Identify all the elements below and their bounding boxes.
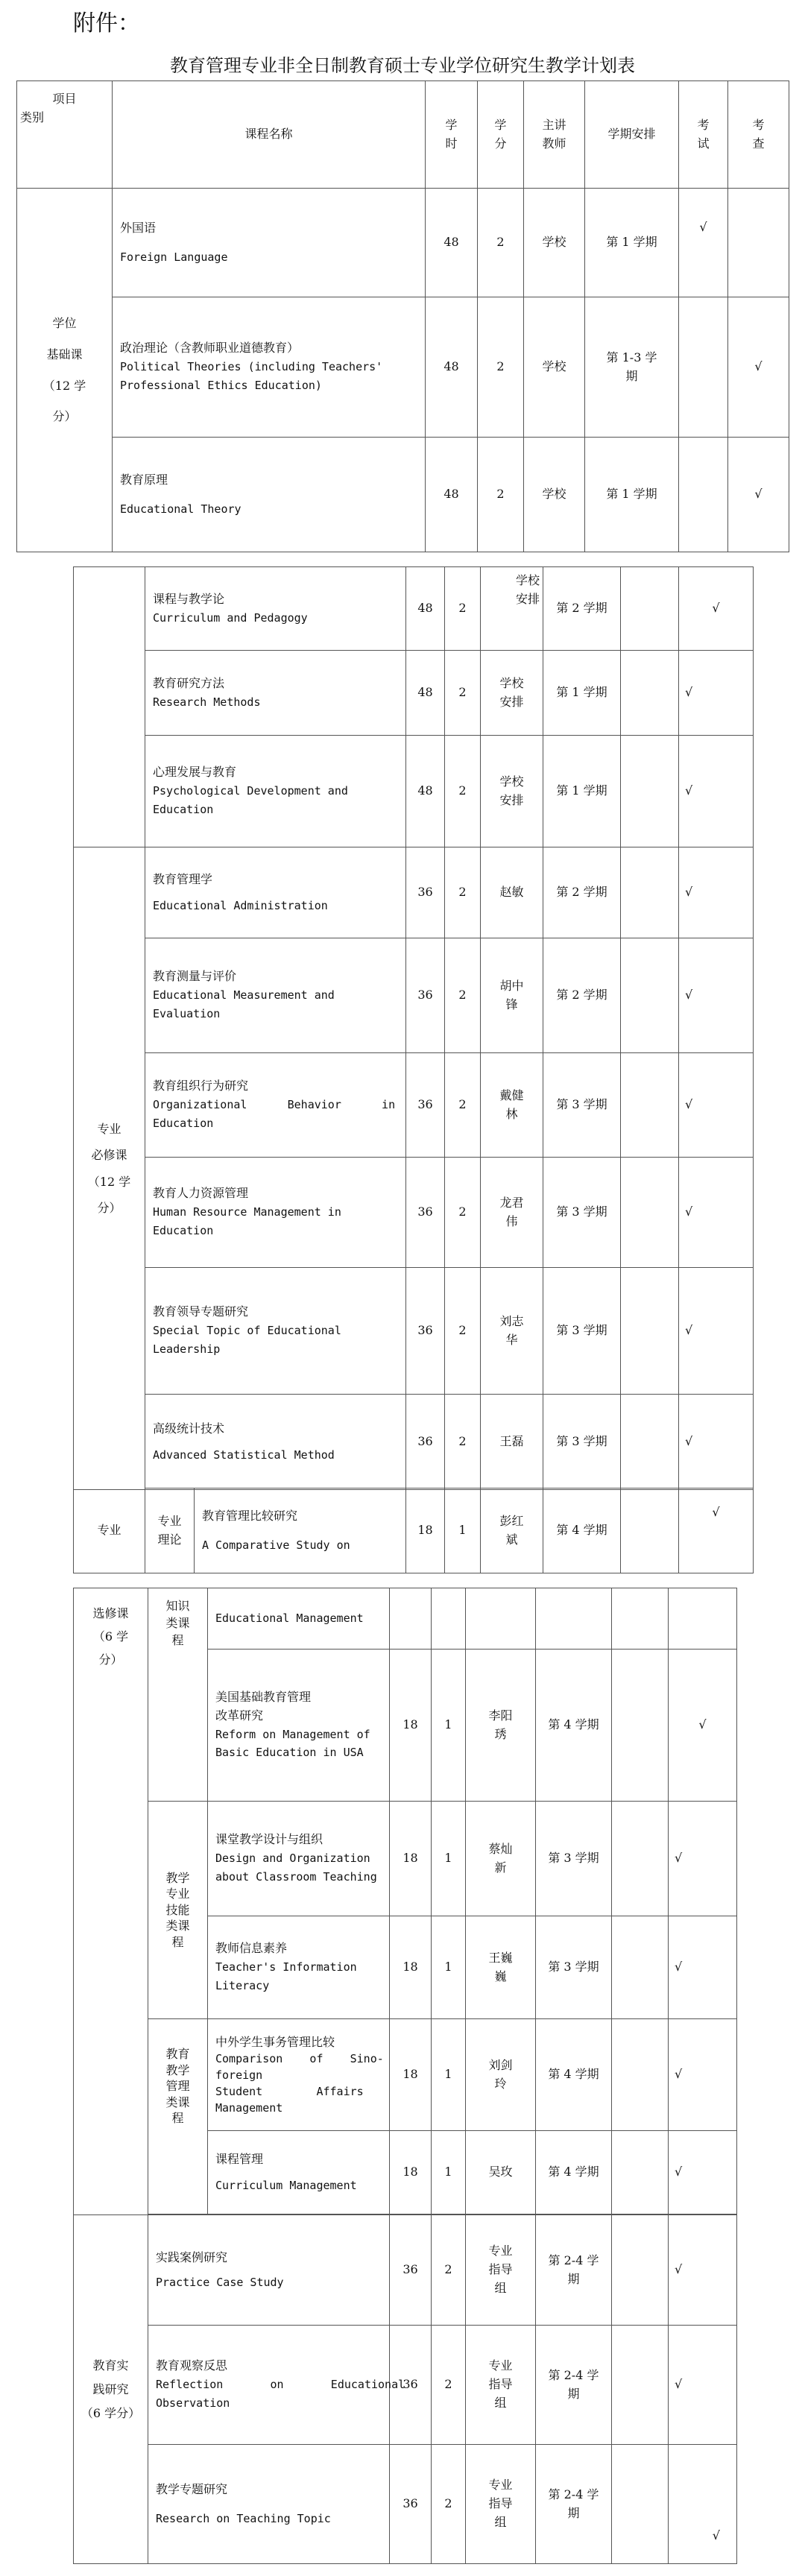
course-term: 第 1-3 学 期 (585, 297, 679, 438)
table-row (74, 1588, 737, 1650)
document-title: 教育管理专业非全日制教育硕士专业学位研究生教学计划表 (170, 55, 635, 76)
review-check: √ (669, 2131, 737, 2214)
course-name: 教学专题研究 Research on Teaching Topic (148, 2445, 390, 2564)
course-teacher: 吴玫 (466, 2131, 536, 2214)
course-teacher: 专业 指导 组 (466, 2445, 536, 2564)
course-hours: 48 (406, 567, 445, 651)
exam-cell (621, 1489, 679, 1573)
table-row (74, 1053, 754, 1158)
group-basic: 学位 基础课 （12 学 分） (17, 189, 113, 552)
plan-table-part-3 (73, 1588, 737, 2564)
course-term: 第 4 学期 (536, 2131, 612, 2214)
review-check: √ (679, 847, 754, 938)
course-credits: 2 (445, 567, 481, 651)
course-teacher: 蔡灿 新 (466, 1802, 536, 1916)
header-hours: 学 时 (426, 81, 478, 189)
course-hours: 48 (406, 736, 445, 847)
course-term: 第 3 学期 (536, 1916, 612, 2019)
course-teacher: 彭红 斌 (481, 1489, 543, 1573)
course-hours: 18 (390, 2131, 432, 2214)
review-check: √ (679, 1395, 754, 1490)
review-check: √ (679, 1268, 754, 1395)
exam-cell (612, 2019, 669, 2131)
course-name: 教育领导专题研究 Special Topic of Educational Leadership (145, 1268, 406, 1395)
exam-cell (612, 2445, 669, 2564)
course-name: 政治理论（含教师职业道德教育） Political Theories (including Teachers' Professional Ethics Education) (113, 297, 426, 438)
course-name-continued: Educational Management (208, 1588, 390, 1650)
course-term: 第 3 学期 (543, 1158, 621, 1268)
review-check: √ (679, 1158, 754, 1268)
exam-cell (621, 567, 679, 651)
elective-subcategory: 专业 理论 (145, 1489, 195, 1573)
header-course-name: 课程名称 (113, 81, 426, 189)
course-credits: 2 (445, 651, 481, 736)
course-term: 第 2-4 学 期 (536, 2445, 612, 2564)
exam-cell (621, 847, 679, 938)
exam-cell (612, 2326, 669, 2445)
course-name: 实践案例研究 Practice Case Study (148, 2215, 390, 2326)
course-hours: 48 (406, 651, 445, 736)
review-check: √ (669, 2326, 737, 2445)
exam-cell (621, 736, 679, 847)
course-hours: 36 (390, 2215, 432, 2326)
review-cell (728, 189, 789, 297)
course-hours: 36 (406, 847, 445, 938)
course-credits: 2 (478, 438, 524, 552)
course-name: 课程与教学论 Curriculum and Pedagogy (145, 567, 406, 651)
course-teacher: 龙君 伟 (481, 1158, 543, 1268)
course-term: 第 2 学期 (543, 938, 621, 1053)
course-credits: 2 (445, 1395, 481, 1490)
course-name: 外国语 Foreign Language (113, 189, 426, 297)
exam-cell (612, 1802, 669, 1916)
course-name: 教育人力资源管理 Human Resource Management in Education (145, 1158, 406, 1268)
course-name: 教育管理学 Educational Administration (145, 847, 406, 938)
plan-table-part-1 (16, 80, 789, 552)
course-teacher: 专业 指导 组 (466, 2215, 536, 2326)
course-teacher: 学校 (524, 297, 585, 438)
review-check: √ (679, 1489, 754, 1573)
course-credits: 2 (478, 297, 524, 438)
course-hours: 48 (426, 438, 478, 552)
exam-cell (679, 297, 728, 438)
table-row (74, 1268, 754, 1395)
course-hours: 48 (426, 189, 478, 297)
review-check: √ (679, 736, 754, 847)
exam-cell (679, 438, 728, 552)
group-major-elective: 专业 (74, 1489, 145, 1573)
course-term: 第 1 学期 (543, 651, 621, 736)
elective-subcategory-knowledge: 知识 类课 程 (148, 1588, 208, 1802)
course-credits: 2 (445, 1053, 481, 1158)
review-check: √ (669, 1802, 737, 1916)
course-name: 教育测量与评价 Educational Measurement and Evaluation (145, 938, 406, 1053)
exam-cell (612, 1588, 669, 1650)
course-credits: 1 (432, 2019, 466, 2131)
review-check: √ (728, 297, 789, 438)
table-row (74, 1395, 754, 1490)
course-teacher: 王巍 巍 (466, 1916, 536, 2019)
table-row (17, 438, 789, 552)
table-row (74, 736, 754, 847)
course-hours: 36 (406, 1158, 445, 1268)
course-teacher: 学校 安排 (481, 736, 543, 847)
exam-cell (621, 1395, 679, 1490)
course-credits: 2 (432, 2326, 466, 2445)
course-credits: 2 (445, 1268, 481, 1395)
table-row (74, 1158, 754, 1268)
course-hours: 18 (390, 1916, 432, 2019)
plan-table-part-2 (73, 566, 754, 1490)
course-term: 第 3 学期 (543, 1268, 621, 1395)
table-row (74, 1489, 754, 1573)
review-check: √ (669, 2445, 737, 2564)
course-term: 第 4 学期 (536, 1650, 612, 1802)
header-exam: 考 试 (679, 81, 728, 189)
course-teacher: 学校 安排 (481, 567, 543, 651)
course-name: 教育观察反思 Reflection on Educational Observation (148, 2326, 390, 2445)
exam-cell (621, 651, 679, 736)
exam-cell (621, 1053, 679, 1158)
course-credits: 1 (432, 1916, 466, 2019)
review-check: √ (669, 2215, 737, 2326)
review-cell (669, 1588, 737, 1650)
header-review: 考 查 (728, 81, 789, 189)
table-row (74, 2019, 737, 2131)
course-name: 心理发展与教育 Psychological Development and Education (145, 736, 406, 847)
course-credits: 2 (445, 847, 481, 938)
review-check: √ (679, 1053, 754, 1158)
course-hours: 18 (390, 2019, 432, 2131)
course-credits: 1 (432, 1650, 466, 1802)
course-hours: 18 (390, 1650, 432, 1802)
teacher-cell (466, 1588, 536, 1650)
course-name: 教师信息素养 Teacher's Information Literacy (208, 1916, 390, 2019)
course-term: 第 2-4 学 期 (536, 2326, 612, 2445)
table-row (74, 2445, 737, 2564)
course-credits: 1 (432, 1802, 466, 1916)
course-hours: 18 (390, 1802, 432, 1916)
course-name: 教育原理 Educational Theory (113, 438, 426, 552)
course-name: 教育组织行为研究 Organizational Behavior in Education (145, 1053, 406, 1158)
course-term: 第 1 学期 (585, 189, 679, 297)
review-check: √ (679, 651, 754, 736)
course-credits: 2 (432, 2215, 466, 2326)
course-teacher: 胡中 锋 (481, 938, 543, 1053)
course-teacher: 刘志 华 (481, 1268, 543, 1395)
course-term: 第 2-4 学 期 (536, 2215, 612, 2326)
course-term: 第 2 学期 (543, 847, 621, 938)
course-credits: 1 (445, 1489, 481, 1573)
course-credits: 2 (432, 2445, 466, 2564)
course-name: 中外学生事务管理比较 Comparison of Sino- foreign Student Affairs Management (208, 2019, 390, 2131)
course-name: 高级统计技术 Advanced Statistical Method (145, 1395, 406, 1490)
table-row (17, 297, 789, 438)
header-row (17, 81, 789, 189)
header-credits: 学 分 (478, 81, 524, 189)
table-row (74, 847, 754, 938)
course-hours: 36 (406, 1395, 445, 1490)
exam-cell (612, 1916, 669, 2019)
review-check: √ (669, 1650, 737, 1802)
course-credits: 2 (445, 1158, 481, 1268)
course-term: 第 3 学期 (543, 1053, 621, 1158)
course-credits: 2 (445, 938, 481, 1053)
exam-cell (621, 1268, 679, 1395)
course-term: 第 1 学期 (543, 736, 621, 847)
course-teacher: 戴健 林 (481, 1053, 543, 1158)
course-hours: 18 (406, 1489, 445, 1573)
exam-cell (612, 2215, 669, 2326)
exam-cell (612, 2131, 669, 2214)
course-hours: 36 (406, 938, 445, 1053)
exam-check: √ (679, 189, 728, 297)
course-term: 第 4 学期 (536, 2019, 612, 2131)
header-category: 项目 类别 (17, 81, 113, 189)
course-teacher: 赵敏 (481, 847, 543, 938)
course-teacher: 刘剑 玲 (466, 2019, 536, 2131)
hours-cell (390, 1588, 432, 1650)
table-row (74, 938, 754, 1053)
course-name: 教育管理比较研究 A Comparative Study on (195, 1489, 406, 1573)
course-term: 第 3 学期 (543, 1395, 621, 1490)
review-check: √ (728, 438, 789, 552)
course-teacher: 李阳 琇 (466, 1650, 536, 1802)
review-check: √ (679, 567, 754, 651)
course-term: 第 3 学期 (536, 1802, 612, 1916)
course-name: 美国基础教育管理 改革研究 Reform on Management of Basic Education in USA (208, 1650, 390, 1802)
course-teacher: 学校 (524, 189, 585, 297)
course-hours: 36 (390, 2326, 432, 2445)
group-major: 专业 必修课 （12 学 分） (74, 847, 145, 1490)
course-term: 第 1 学期 (585, 438, 679, 552)
course-term: 第 2 学期 (543, 567, 621, 651)
exam-cell (621, 938, 679, 1053)
course-hours: 36 (406, 1053, 445, 1158)
table-row (74, 2326, 737, 2445)
course-teacher: 专业 指导 组 (466, 2326, 536, 2445)
review-check: √ (669, 2019, 737, 2131)
course-name: 课堂教学设计与组织 Design and Organization about Classroom Teaching (208, 1802, 390, 1916)
table-row (74, 1802, 737, 1916)
plan-table-part-2-elective (73, 1488, 754, 1573)
course-term: 第 4 学期 (543, 1489, 621, 1573)
exam-cell (612, 1650, 669, 1802)
course-teacher: 学校 安排 (481, 651, 543, 736)
course-hours: 36 (390, 2445, 432, 2564)
header-term: 学期安排 (585, 81, 679, 189)
table-row (74, 651, 754, 736)
course-teacher: 王磊 (481, 1395, 543, 1490)
table-row (17, 189, 789, 297)
attachment-heading: 附件： (73, 10, 140, 37)
term-cell (536, 1588, 612, 1650)
course-name: 教育研究方法 Research Methods (145, 651, 406, 736)
group-basic-cont (74, 567, 145, 847)
course-hours: 48 (426, 297, 478, 438)
elective-subcategory-management: 教育 教学 管理 类课 程 (148, 2019, 208, 2214)
review-check: √ (679, 938, 754, 1053)
course-hours: 36 (406, 1268, 445, 1395)
course-credits: 2 (445, 736, 481, 847)
group-elective: 选修课 （6 学 分） (74, 1588, 148, 2215)
group-practice: 教育实 践研究 （6 学分） (74, 2215, 148, 2564)
table-row (74, 2215, 737, 2326)
course-credits: 1 (432, 2131, 466, 2214)
course-name: 课程管理 Curriculum Management (208, 2131, 390, 2214)
course-credits: 2 (478, 189, 524, 297)
table-row (74, 567, 754, 651)
exam-cell (621, 1158, 679, 1268)
header-teacher: 主讲 教师 (524, 81, 585, 189)
course-teacher: 学校 (524, 438, 585, 552)
elective-subcategory-teaching-skill: 教学 专业 技能 类课 程 (148, 1802, 208, 2019)
credits-cell (432, 1588, 466, 1650)
review-check: √ (669, 1916, 737, 2019)
